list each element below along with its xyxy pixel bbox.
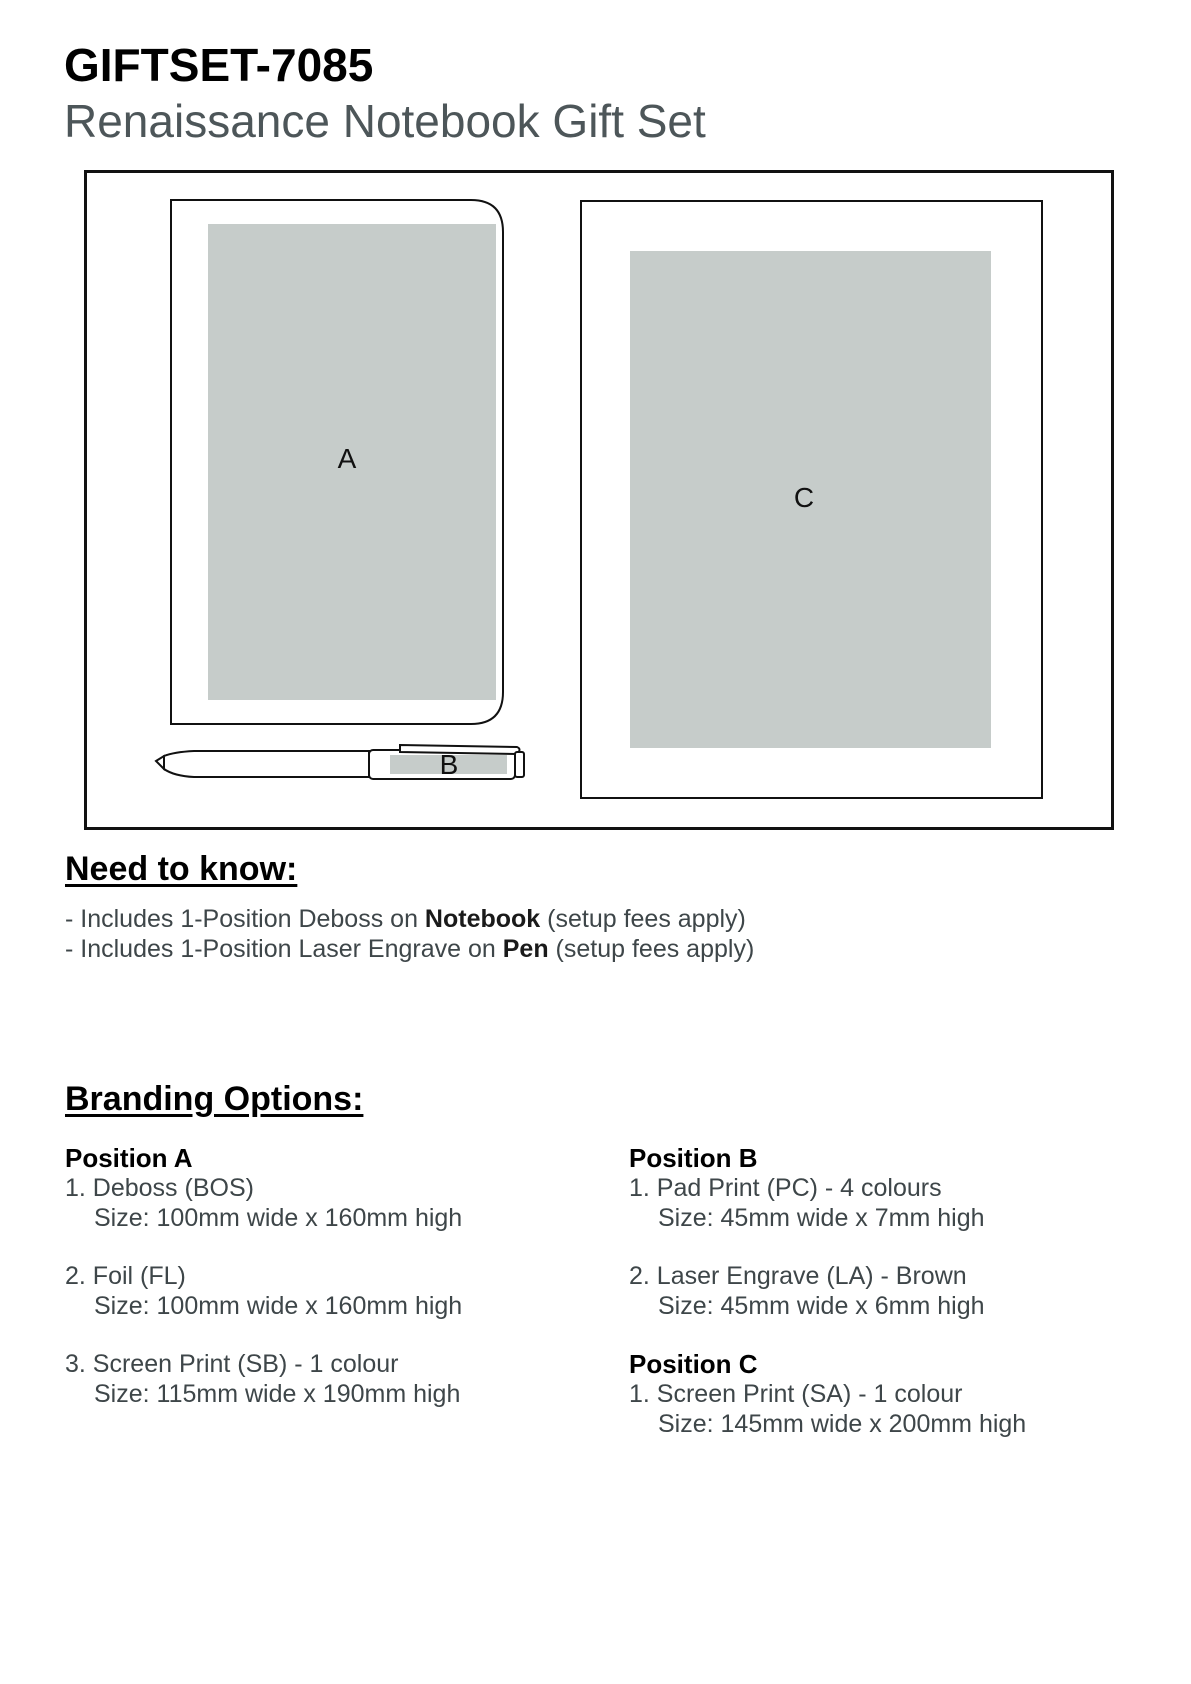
branding-options-heading: Branding Options: [65,1080,364,1118]
branding-option [65,1261,585,1321]
branding-option [65,1173,585,1233]
pen-drawing [156,745,524,780]
branding-option [629,1379,1149,1439]
option-method: 1. Screen Print (SA) - 1 colour [629,1380,963,1408]
option-method: 1. Pad Print (PC) - 4 colours [629,1174,942,1202]
option-size: Size: 145mm wide x 200mm high [658,1410,1027,1438]
position-b-title: Position B [629,1143,758,1173]
pen-end [515,752,524,777]
position-b-label: B [439,749,459,780]
option-size: Size: 100mm wide x 160mm high [94,1292,463,1320]
need-to-know-heading: Need to know: [65,850,298,888]
option-size: Size: 100mm wide x 160mm high [94,1204,463,1232]
product-name: Renaissance Notebook Gift Set [64,95,706,147]
position-a-label: A [337,443,357,474]
option-method: 1. Deboss (BOS) [65,1174,254,1202]
branding-option [65,1349,585,1409]
option-method: 2. Foil (FL) [65,1262,186,1290]
branding-option [629,1261,1149,1321]
option-size: Size: 45mm wide x 7mm high [658,1204,985,1232]
product-code: GIFTSET-7085 [64,39,374,91]
option-method: 2. Laser Engrave (LA) - Brown [629,1262,967,1290]
position-a-title: Position A [65,1143,193,1173]
pen-clip [400,745,520,754]
position-c-title: Position C [629,1349,758,1379]
branding-option [629,1173,1149,1233]
need-to-know-list [65,904,754,964]
position-a-column [65,1143,585,1409]
pen-body [164,751,369,777]
position-c-label: C [793,482,815,513]
need-to-know-item: - Includes 1-Position Deboss on Notebook (setup fees apply) [65,905,746,933]
option-size: Size: 115mm wide x 190mm high [94,1380,461,1408]
product-diagram [84,170,1114,830]
option-method: 3. Screen Print (SB) - 1 colour [65,1350,399,1378]
position-b-c-column [629,1143,1149,1439]
need-to-know-item: - Includes 1-Position Laser Engrave on Pen (setup fees apply) [65,935,755,963]
option-size: Size: 45mm wide x 6mm high [658,1292,985,1320]
